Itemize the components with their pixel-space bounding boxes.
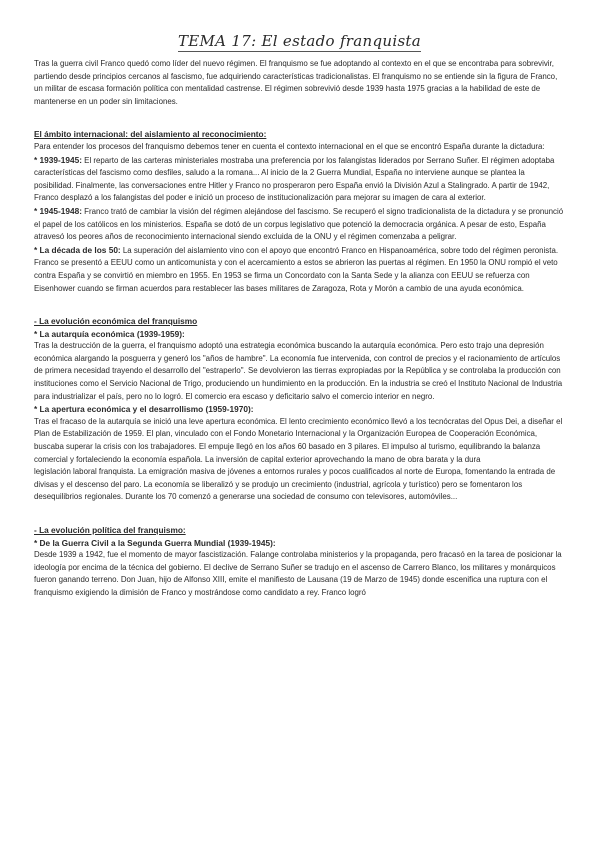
intro-paragraph: Tras la guerra civil Franco quedó como líder del nuevo régimen. El franquismo se fue adoptando al contexto en el que se encontraba para sobrevivir, partiendo desde principios cercanos al fascismo, fue adquiriendo características tradicionalistas. El franquismo no se entiende sin la figura de Franco, un militar de escasa formación política con mentalidad castrense. El régimen sobrevivió desde 1939 hasta 1975 gracias a la habilidad de este de mantenerse en un poder sin limitaciones. <box>34 59 558 106</box>
subsection-autarquia-title: * La autarquía económica (1939-1959): <box>34 328 185 339</box>
bullet-decada-50: * La década de los 50: La superación del aislamiento vino con el apoyo que encontró Franco en Hispanoamérica, sobre todo del régimen peronista. Franco se presentó a EEUU como un anticomunista y con el acercamiento a estos se abrieron las puertas al régimen. En 1950 la ONU rompió el veto contra España y se convirtió en miembro en 1955. En 1953 se firma un Concordato con la Santa Sede y la alianza con EEUU se refuerza con Eisenhower cuando se firman acuerdos para restablecer las bases militares de Zaragoza, Rota y Morón a cambio de una ayuda económica. <box>34 244 559 293</box>
subsection-apertura-text: Tras el fracaso de la autarquía se inició una leve apertura económica. El lento crecimiento económico llevó a los tecnócratas del Opus Dei, a diseñar el Plan de Estabilización de 1959. El plan, vinculado con el Fondo Monetario Internacional y la Organización Europea de Cooperación Económica, buscaba superar la crisis con los trabajadores. El empuje llegó en los años 60 basado en 3 pilares. El impulso al turismo, equilibrando la balanza comercial y fortaleciendo la economía española. La inversión de capital exterior aprovechando la mano de obra barata y la dura <box>34 416 563 464</box>
subsection-autarquia-text: Tras la destrucción de la guerra, el franquismo adoptó una estrategia económica buscando la autarquía económica. Pero esto trajo una depresión económica alargando la posguerra y generó los "años de hambre". La economía fue intervenida, con control de precios y el racionamiento de artículos de primera necesidad trayendo el desarrollo del "estraperlo". Se devolvieron las tierras expropiadas por la República y se controlaba la producción con instituciones como el Servicio Nacional de Trigo, produciendo un hundimiento en la producción. En la industria se creó el Instituto Nacional de Industria para industrializar el país, pero no lo logró. El comercio era escaso y deficitario salvo el comercio interior en negro. <box>34 341 563 401</box>
bullet-1945-1948: * 1945-1948: Franco trató de cambiar la visión del régimen alejándose del fascismo. Se recuperó el signo tradicionalista de la dictadura y se pronunció el papel de los católicos en los ministerios. España se dotó de un corpus legislativo que potenció la democracia orgánica. A pesar de esto, España atravesó los peores años de reconocimiento internacional siendo excluida de la ONU y el régimen comenzaba a peligrar. <box>34 205 564 242</box>
subsection-guerra-text: Desde 1939 a 1942, fue el momento de mayor fascistización. Falange controlaba ministerios y la propaganda, pero fracasó en la tarea de posicionar la ideología por encima de la técnica del gobierno. El declive de Serrano Suñer se tradujo en el ascenso de Carrero Blanco, los militares y monárquicos fueron ganando terreno. Don Juan, hijo de Alfonso XIII, emite el manifiesto de Lausana (19 de Marzo de 1945) donde escenifica una ruptura con el franquismo exigiendo la dimisión de Franco y mostrándose como candidato a rey. Franco logró <box>34 550 562 597</box>
subsection-guerra-title: * De la Guerra Civil a la Segunda Guerra Mundial (1939-1945): <box>34 537 276 548</box>
document-title: TEMA 17: El estado franquista <box>177 32 422 50</box>
bullet-1939-1945: * 1939-1945: El reparto de las carteras ministeriales mostraba una preferencia por los falangistas liderados por Serrano Suñer. El régimen adoptaba características del fascismo como desfiles, saludo a la romana... Al inicio de la 2 Guerra Mundial, España no interviene aunque se plantea la posibilidad. Finalmente, las conversaciones entre Hitler y Franco no prosperaron pero España envió la División Azul a Stalingrado. A partir de 1942, Franco desplazó a los falangistas del poder e inició un proceso de institucionalización para mejorar su imagen de cara al exterior. <box>34 154 555 203</box>
section-economic-title: - La evolución económica del franquismo <box>34 316 198 327</box>
section-international-title: El ámbito internacional: del aislamiento al reconocimiento: <box>34 129 267 140</box>
subsection-apertura-text-cont: legislación laboral franquista. La emigración masiva de jóvenes a entornos rurales y pocos cualificados al norte de Europa, fomentando la entrada de divisas y el descenso del paro. La economía se liberalizó y se produjo un crecimiento (industrial, agrícola y turístico) pero se fomentaron los desequilibrios regionales. Durante los 70 comenzó a generarse una sociedad de consumo con televisores, automóviles... <box>34 467 556 502</box>
subsection-apertura-title: * La apertura económica y el desarrollismo (1959-1970): <box>34 404 254 415</box>
section-international-intro: Para entender los procesos del franquismo debemos tener en cuenta el contexto internacional en el que se encontró España durante la dictadura: <box>34 141 545 151</box>
section-political-title: - La evolución política del franquismo: <box>34 525 186 535</box>
